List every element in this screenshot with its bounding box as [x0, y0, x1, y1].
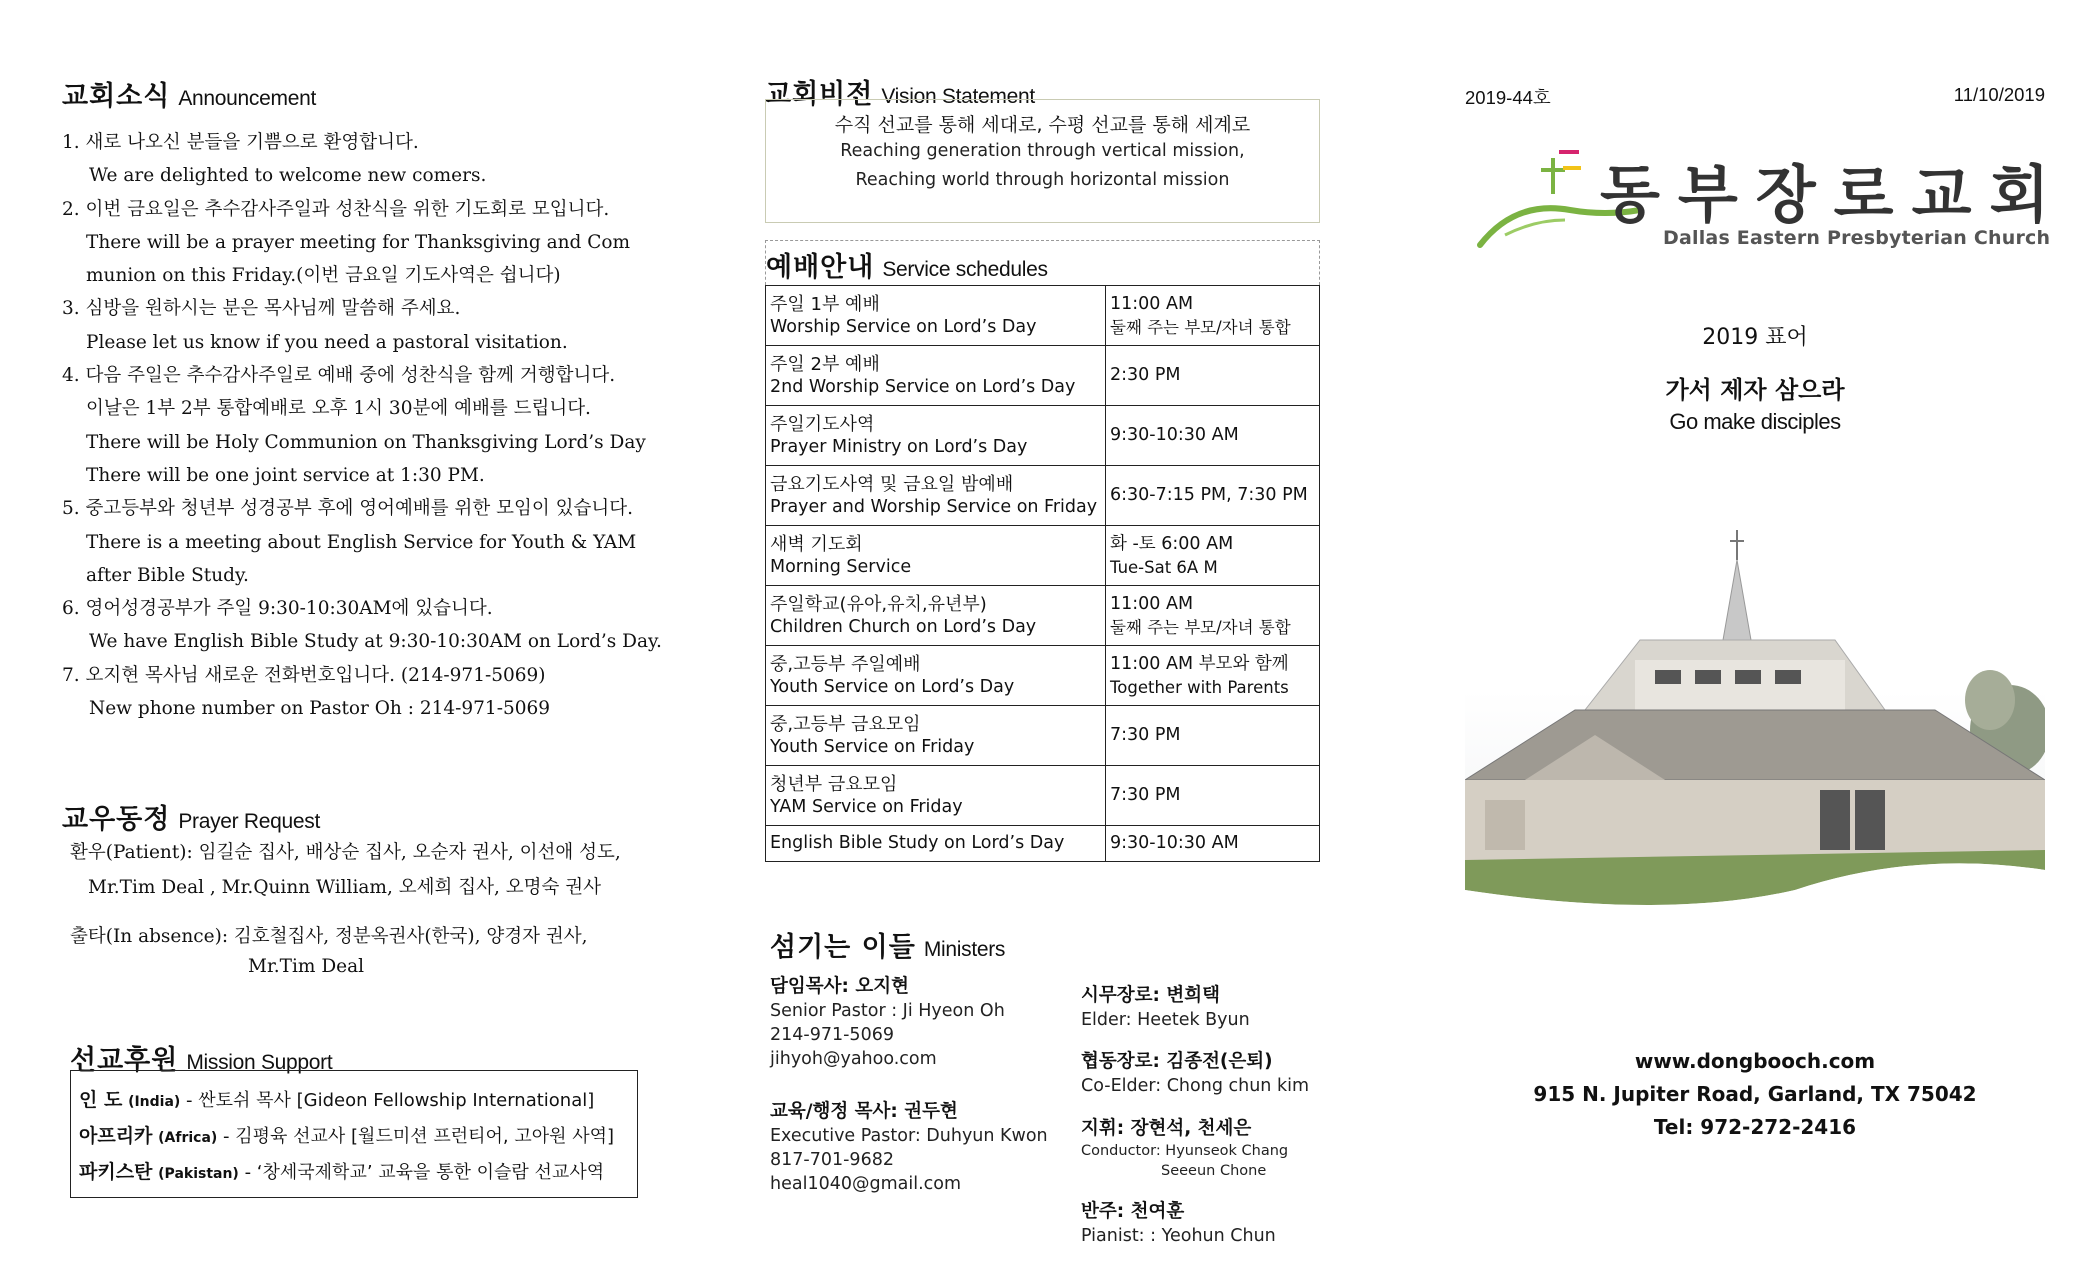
- schedule-time-main: 9:30-10:30 AM: [1110, 833, 1239, 853]
- issue-date: 11/10/2019: [1953, 84, 2045, 105]
- schedule-time: [1106, 706, 1320, 766]
- minister-email: jihyoh@yahoo.com: [770, 1049, 937, 1069]
- schedule-row: [766, 466, 1320, 526]
- mission-desc: - 김평육 선교사 [월드미션 프런티어, 고아원 사역]: [217, 1126, 615, 1147]
- prayer-line-patient: 환우(Patient): 임길순 집사, 배상순 집사, 오순자 권사, 이선애 성도,: [70, 842, 621, 863]
- schedule-service: [766, 646, 1106, 706]
- schedule-time: [1106, 346, 1320, 406]
- schedule-time: [1106, 586, 1320, 646]
- mission-title-en: Mission Support: [186, 1051, 333, 1074]
- minister-phone: 817-701-9682: [770, 1150, 894, 1170]
- mission-support-box: [70, 1070, 638, 1198]
- schedule-row: [766, 706, 1320, 766]
- contact-block: [1465, 1045, 2045, 1144]
- schedule-time-main: 11:00 AM: [1110, 293, 1194, 314]
- announcement-line: There will be a prayer meeting for Thanksgiving and Com: [86, 231, 631, 253]
- minister-phone: 214-971-5069: [770, 1025, 894, 1045]
- schedule-service-en: Prayer and Worship Service on Friday: [770, 496, 1098, 517]
- website-link[interactable]: www.dongbooch.com: [1634, 1049, 1876, 1073]
- schedule-service-en: Children Church on Lord’s Day: [770, 616, 1037, 637]
- ministers-title-ko: 섬기는 이들: [770, 932, 916, 963]
- prayer-title-en: Prayer Request: [178, 810, 321, 833]
- schedule-service-ko: 주일학교(유아,유치,유년부): [770, 593, 987, 615]
- announcement-line: There is a meeting about English Service for Youth & YAM: [86, 531, 637, 553]
- schedule-time: [1106, 646, 1320, 706]
- prayer-heading: [62, 797, 320, 836]
- schedule-service-en: YAM Service on Friday: [770, 796, 963, 817]
- minister-title: 담임목사: 오지현: [770, 976, 909, 997]
- announcement-line: There will be Holy Communion on Thanksgiving Lord’s Day: [86, 431, 646, 453]
- schedule-service-ko: 주일 2부 예배: [770, 353, 880, 375]
- schedule-time: [1106, 766, 1320, 826]
- schedule-heading: [765, 240, 1320, 285]
- schedule-time-main: 7:30 PM: [1110, 725, 1181, 745]
- mission-item-africa: [79, 1119, 637, 1155]
- announcement-line: New phone number on Pastor Oh : 214-971-5069: [89, 698, 551, 720]
- schedule-service-ko: 주일기도사역: [770, 413, 875, 435]
- schedule-row: [766, 286, 1320, 346]
- announcement-line: We are delighted to welcome new comers.: [89, 165, 487, 187]
- schedule-time-note: 둘째 주는 부모/자녀 통합: [1110, 317, 1291, 337]
- announcement-title-en: Announcement: [178, 87, 316, 110]
- prayer-title-ko: 교우동정: [62, 804, 171, 835]
- minister-title: 교육/행정 목사: 권두현: [770, 1101, 958, 1122]
- schedule-row: [766, 346, 1320, 406]
- minister-line: Co-Elder: Chong chun kim: [1081, 1076, 1309, 1096]
- minister-senior: [770, 975, 1005, 1071]
- mission-country-en: (India): [128, 1094, 181, 1110]
- schedule-time: [1106, 466, 1320, 526]
- vision-ko: 수직 선교를 통해 세대로, 수평 선교를 통해 세계로: [834, 114, 1251, 136]
- minister-line: Executive Pastor: Duhyun Kwon: [770, 1126, 1048, 1146]
- mission-country: 파키스탄: [79, 1161, 153, 1183]
- minister-pianist: [1081, 1200, 1276, 1248]
- schedule-time-main: 9:30-10:30 AM: [1110, 425, 1239, 445]
- minister-line: Pianist: : Yeohun Chun: [1081, 1226, 1276, 1246]
- motto-ko: 가서 제자 삼으라: [1665, 376, 1845, 404]
- schedule-service: [766, 706, 1106, 766]
- schedule-service-ko: 주일 1부 예배: [770, 293, 880, 315]
- prayer-line-absence-2: Mr.Tim Deal: [248, 956, 365, 977]
- schedule-service: [766, 586, 1106, 646]
- mission-country-en: (Pakistan): [158, 1166, 239, 1182]
- schedule-service-ko: 금요기도사역 및 금요일 밤예배: [770, 473, 1014, 495]
- mission-item-india: [79, 1083, 637, 1119]
- mission-item-pakistan: [79, 1155, 637, 1191]
- vision-title-ko: 교회비전: [765, 79, 874, 110]
- announcement-line: 7. 오지현 목사님 새로운 전화번호입니다. (214-971-5069): [62, 664, 546, 686]
- schedule-time: [1106, 286, 1320, 346]
- announcement-heading: [62, 74, 316, 113]
- schedule-service: [766, 466, 1106, 526]
- minister-conductor: [1081, 1117, 1288, 1181]
- schedule-service-en: English Bible Study on Lord’s Day: [770, 833, 1065, 853]
- church-logo: [1475, 140, 2068, 260]
- minister-exec: [770, 1100, 1048, 1196]
- announcement-line: Please let us know if you need a pastoral visitation.: [86, 331, 568, 353]
- schedule-row: [766, 646, 1320, 706]
- announcement-line: 1. 새로 나오신 분들을 기쁨으로 환영합니다.: [62, 132, 419, 153]
- minister-title: 반주: 천여훈: [1081, 1201, 1185, 1222]
- announcement-line: munion on this Friday.(이번 금요일 기도사역은 쉽니다): [86, 265, 561, 287]
- schedule-time-main: 11:00 AM 부모와 함께: [1110, 653, 1289, 674]
- schedule-service-en: Youth Service on Friday: [770, 736, 975, 757]
- prayer-line-patient-2: Mr.Tim Deal , Mr.Quinn William, 오세희 집사, 오명숙 권사: [88, 877, 601, 898]
- schedule-table: [765, 285, 1320, 862]
- schedule-service-en: Youth Service on Lord’s Day: [770, 676, 1015, 697]
- schedule-section: [765, 240, 1320, 862]
- schedule-service-en: Morning Service: [770, 556, 912, 577]
- schedule-service: [766, 346, 1106, 406]
- schedule-row: [766, 826, 1320, 862]
- announcement-line: 2. 이번 금요일은 추수감사주일과 성찬식을 위한 기도회로 모입니다.: [62, 198, 610, 220]
- minister-line: Senior Pastor : Ji Hyeon Oh: [770, 1001, 1005, 1021]
- mission-desc: - 싼토쉬 목사 [Gideon Fellowship International]: [180, 1090, 595, 1111]
- church-building-photo: [1465, 530, 2045, 920]
- schedule-title-en: Service schedules: [882, 258, 1048, 281]
- schedule-service: [766, 826, 1106, 862]
- mission-desc: - ‘창세국제학교’ 교육을 통한 이슬람 선교사역: [238, 1162, 605, 1183]
- schedule-service: [766, 766, 1106, 826]
- mission-country: 아프리카: [79, 1125, 153, 1147]
- church-logo-text: 동부장로교회: [1600, 158, 2068, 231]
- minister-title: 지휘: 장현석, 천세은: [1081, 1118, 1252, 1139]
- schedule-time: [1106, 526, 1320, 586]
- schedule-service: [766, 286, 1106, 346]
- announcement-title-ko: 교회소식: [62, 81, 171, 112]
- prayer-line-absence: 출타(In absence): 김호철집사, 정분옥권사(한국), 양경자 권사,: [70, 926, 588, 947]
- announcement-line: after Bible Study.: [86, 564, 249, 586]
- schedule-row: [766, 406, 1320, 466]
- minister-email: heal1040@gmail.com: [770, 1174, 962, 1194]
- schedule-service: [766, 406, 1106, 466]
- minister-coelder: [1081, 1050, 1309, 1098]
- schedule-service-en: Worship Service on Lord’s Day: [770, 316, 1037, 337]
- vision-en-1: Reaching generation through vertical mission,: [840, 141, 1245, 161]
- ministers-title-en: Ministers: [923, 938, 1006, 961]
- schedule-time-main: 6:30-7:15 PM, 7:30 PM: [1110, 485, 1308, 505]
- schedule-row: [766, 586, 1320, 646]
- announcement-line: We have English Bible Study at 9:30-10:30AM on Lord’s Day.: [89, 631, 662, 653]
- church-address: 915 N. Jupiter Road, Garland, TX 75042: [1533, 1082, 1977, 1106]
- schedule-service-en: 2nd Worship Service on Lord’s Day: [770, 376, 1076, 397]
- schedule-time-note: 둘째 주는 부모/자녀 통합: [1110, 617, 1291, 637]
- minister-title: 시무장로: 변희택: [1081, 985, 1220, 1006]
- announcement-line: 3. 심방을 원하시는 분은 목사님께 말씀해 주세요.: [62, 298, 461, 320]
- schedule-time-main: 7:30 PM: [1110, 785, 1181, 805]
- schedule-time-main: 화 -토 6:00 AM: [1110, 533, 1234, 554]
- mission-country: 인 도: [79, 1089, 123, 1111]
- schedule-time: [1106, 406, 1320, 466]
- mission-country-en: (Africa): [158, 1130, 218, 1146]
- schedule-service: [766, 526, 1106, 586]
- church-logo-subtitle: Dallas Eastern Presbyterian Church: [1663, 227, 2051, 249]
- schedule-time: [1106, 826, 1320, 862]
- schedule-time-main: 11:00 AM: [1110, 593, 1194, 614]
- schedule-row: [766, 526, 1320, 586]
- minister-line: Elder: Heetek Byun: [1081, 1010, 1250, 1030]
- vision-en-2: Reaching world through horizontal mission: [855, 170, 1230, 190]
- schedule-title-ko: 예배안내: [766, 252, 875, 283]
- minister-line: Seeeun Chone: [1161, 1163, 1267, 1179]
- schedule-row: [766, 766, 1320, 826]
- announcement-line: 6. 영어성경공부가 주일 9:30-10:30AM에 있습니다.: [62, 598, 493, 620]
- church-phone: Tel: 972-272-2416: [1653, 1115, 1857, 1139]
- announcement-line: 4. 다음 주일은 추수감사주일로 예배 중에 성찬식을 함께 거행합니다.: [62, 365, 616, 387]
- announcement-line: There will be one joint service at 1:30 PM.: [86, 464, 485, 486]
- motto-label: 2019 표어: [1702, 325, 1808, 350]
- mission-title-ko: 선교후원: [70, 1045, 179, 1076]
- announcement-line: 5. 중고등부와 청년부 성경공부 후에 영어예배를 위한 모임이 있습니다.: [62, 498, 633, 520]
- schedule-service-en: Prayer Ministry on Lord’s Day: [770, 436, 1028, 457]
- announcement-line: 이날은 1부 2부 통합예배로 오후 1시 30분에 예배를 드립니다.: [86, 398, 591, 420]
- minister-title: 협동장로: 김종전(은퇴): [1081, 1051, 1273, 1072]
- ministers-heading: [770, 925, 1005, 964]
- schedule-time-main: 2:30 PM: [1110, 365, 1181, 385]
- issue-number: 2019-44호: [1465, 87, 1551, 108]
- schedule-service-ko: 청년부 금요모임: [770, 773, 898, 795]
- vision-box: [765, 99, 1320, 223]
- minister-elder: [1081, 984, 1250, 1032]
- minister-line: Conductor: Hyunseok Chang: [1081, 1143, 1289, 1159]
- schedule-time-note: Tue-Sat 6A M: [1110, 557, 1218, 577]
- schedule-service-ko: 중,고등부 주일예배: [770, 653, 921, 675]
- schedule-service-ko: 새벽 기도회: [770, 533, 863, 555]
- motto-en: Go make disciples: [1669, 409, 1841, 434]
- vision-title-en: Vision Statement: [881, 85, 1035, 108]
- schedule-service-ko: 중,고등부 금요모임: [770, 713, 921, 735]
- announcement-list: [62, 126, 702, 725]
- schedule-time-note: Together with Parents: [1110, 677, 1289, 697]
